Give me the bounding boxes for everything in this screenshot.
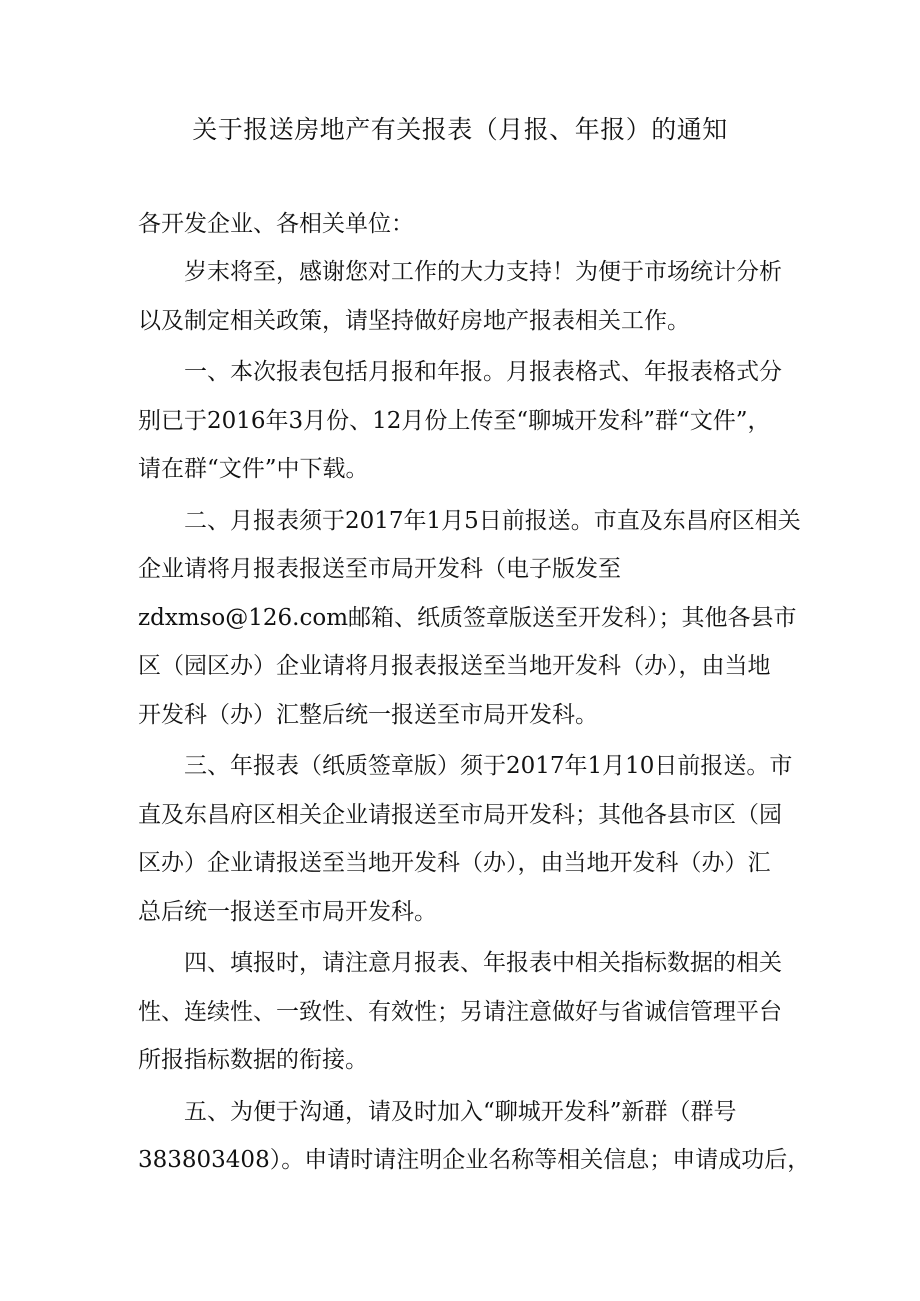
paragraph-item-5 — [138, 1088, 811, 1185]
paragraph-item-4 — [138, 939, 793, 1085]
document-body — [138, 200, 811, 1188]
text-line: 一、本次报表包括月报和年报。月报表格式、年报表格式分 — [184, 359, 782, 385]
text-line: 区办）企业请报送至当地开发科（办），由当地开发科（办）汇 — [138, 850, 771, 876]
paragraph-item-1 — [138, 348, 793, 494]
text-line: 开发科（办）汇整后统一报送至市局开发科。 — [138, 701, 598, 728]
text-line: 以及制定相关政策，请坚持做好房地产报表相关工作。 — [138, 307, 690, 334]
text-line: 性、连续性、一致性、有效性；另请注意做好与省诚信管理平台 — [138, 998, 782, 1025]
salutation: 各开发企业、各相关单位： — [138, 211, 414, 237]
paragraph-intro — [138, 248, 793, 345]
text-line: 直及东昌府区相关企业请报送至市局开发科；其他各县市区（园 — [138, 801, 782, 828]
text-line: 所报指标数据的衔接。 — [138, 1047, 368, 1073]
text-line: 岁末将至，感谢您对工作的大力支持！为便于市场统计分析 — [184, 259, 782, 285]
text-line: 请在群“文件”中下载。 — [138, 456, 369, 482]
text-line: 四、填报时，请注意月报表、年报表中相关指标数据的相关 — [184, 950, 782, 976]
text-line: zdxmso@126.com邮箱、纸质签章版送至开发科）；其他各县市 — [138, 604, 797, 631]
text-line: 二、月报表须于2017年1月5日前报送。市直及东昌府区相关 — [184, 507, 801, 534]
text-line: 五、为便于沟通，请及时加入“聊城开发科”新群（群号 — [184, 1098, 737, 1125]
text-line: 企业请将月报表报送至市局开发科（电子版发至 — [138, 556, 621, 582]
paragraph-item-3 — [138, 742, 793, 936]
text-line: 区（园区办）企业请将月报表报送至当地开发科（办），由当地 — [138, 653, 771, 679]
text-line: 别已于2016年3月份、12月份上传至“聊城开发科”群“文件”， — [138, 407, 771, 434]
text-line: 总后统一报送至市局开发科。 — [138, 898, 437, 925]
paragraph-item-2 — [138, 497, 801, 740]
document-title: 关于报送房地产有关报表（月报、年报）的通知 — [192, 115, 728, 144]
text-line: 三、年报表（纸质签章版）须于2017年1月10日前报送。市 — [184, 753, 793, 779]
text-line: 383803408）。申请时请注明企业名称等相关信息；申请成功后， — [138, 1147, 811, 1173]
